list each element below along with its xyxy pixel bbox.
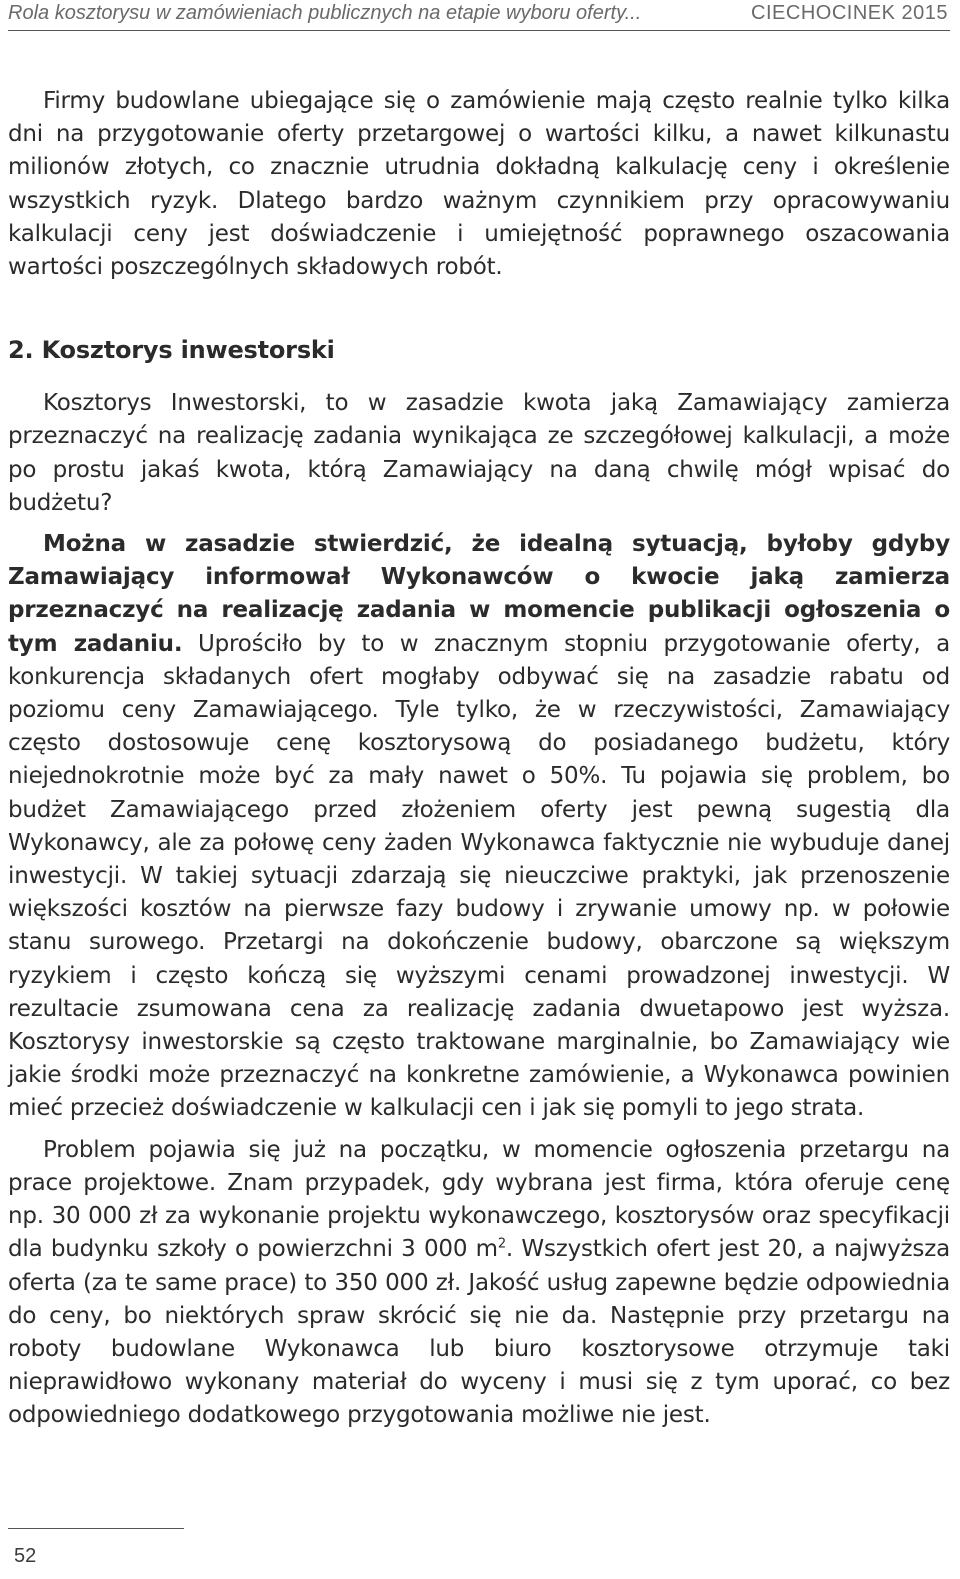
page-body — [8, 85, 950, 1433]
emphasized-statement: Można w zasadzie stwierdzić, że idealną sytuacją, byłoby gdyby Zamawiający informował Wykonawców o kwocie jaką zamierza przeznaczyć na realizację zadania w momencie publikacji ogłoszenia o tym zadaniu. — [8, 531, 950, 657]
footer-rule — [8, 1528, 184, 1529]
section-heading: 2. Kosztorys inwestorski — [8, 336, 335, 365]
section-paragraph-3 — [8, 1134, 950, 1433]
intro-paragraph: Firmy budowlane ubiegające się o zamówienie mają często realnie tylko kilka dni na przygotowanie oferty przetargowej o wartości kilku, a nawet kilkunastu milionów złotych, co znacznie utrudnia dokładną kalkulację ceny i określenie wszystkich ryzyk. Dlatego bardzo ważnym czynnikiem przy opracowywaniu kalkulacji ceny jest doświadczenie i umiejętność poprawnego oszacowania wartości poszczególnych składowych robót. — [8, 88, 950, 281]
section-paragraph-2 — [8, 528, 950, 1126]
section-paragraph-3-text-b: . Wszystkich ofert jest 20, a najwyższa oferta (za te same prace) to 350 000 zł. Jakość usług zapewne będzie odpowiednia do ceny, bo niektórych spraw skrócić się nie da. Następnie przy przetargu na roboty budowlane Wykonawca lub biuro kosztorysowe otrzymuje taki nieprawidłowo wykonany materiał do wyceny i musi się z tym uporać, co bez odpowiedniego dodatkowego przygotowania możliwe nie jest. — [8, 1236, 950, 1429]
section-paragraph-1: Kosztorys Inwestorski, to w zasadzie kwota jaką Zamawiający zamierza przeznaczyć na realizację zadania wynikająca ze szczegółowej kalkulacji, a może po prostu jakaś kwota, którą Zamawiający na daną chwilę mógł wpisać do budżetu? — [8, 390, 950, 516]
superscript-2: 2 — [497, 1236, 506, 1252]
running-header — [8, 0, 950, 31]
page-number: 52 — [14, 1545, 37, 1567]
header-title: Rola kosztorysu w zamówieniach publicznych na etapie wyboru oferty... — [8, 2, 642, 24]
header-event: CIECHOCINEK 2015 — [751, 2, 948, 24]
section-paragraph-3-text-a: Problem pojawia się już na początku, w momencie ogłoszenia przetargu na prace projektowe. Znam przypadek, gdy wybrana jest firma, która oferuje cenę np. 30 000 zł za wykonanie projektu wykonawczego, kosztorysów oraz specyfikacji dla budynku szkoły o powierzchni 3 000 m — [8, 1136, 950, 1263]
section-paragraph-2-text: Uprościło by to w znacznym stopniu przygotowanie oferty, a konkurencja składanych ofert mogłaby odbywać się na zasadzie rabatu od poziomu ceny Zamawiającego. Tyle tylko, że w rzeczywistości, Zamawiający często dostosowuje cenę kosztorysową do posiadanego budżetu, który niejednokrotnie może być za mały nawet o 50%. Tu pojawia się problem, bo budżet Zamawiającego przed złożeniem oferty jest pewną sugestią dla Wykonawcy, ale za połowę ceny żaden Wykonawca faktycznie nie wybuduje danej inwestycji. W takiej sytuacji zdarzają się nieuczciwe praktyki, jak przenoszenie większości kosztów na pierwsze fazy budowy i zrywanie umowy np. w połowie stanu surowego. Przetargi na dokończenie budowy, obarczone są większym ryzykiem i często kończą się wyższymi cenami prowadzonej inwestycji. W rezultacie zsumowana cena za realizację zadania dwuetapowo jest wyższa. Kosztorysy inwestorskie są często traktowane marginalnie, bo Zamawiający wie jakie środki może przeznaczyć na konkretne zamówienie, a Wykonawca powinien mieć przecież doświadczenie w kalkulacji cen i jak się pomyli to jego strata. — [8, 630, 950, 1122]
